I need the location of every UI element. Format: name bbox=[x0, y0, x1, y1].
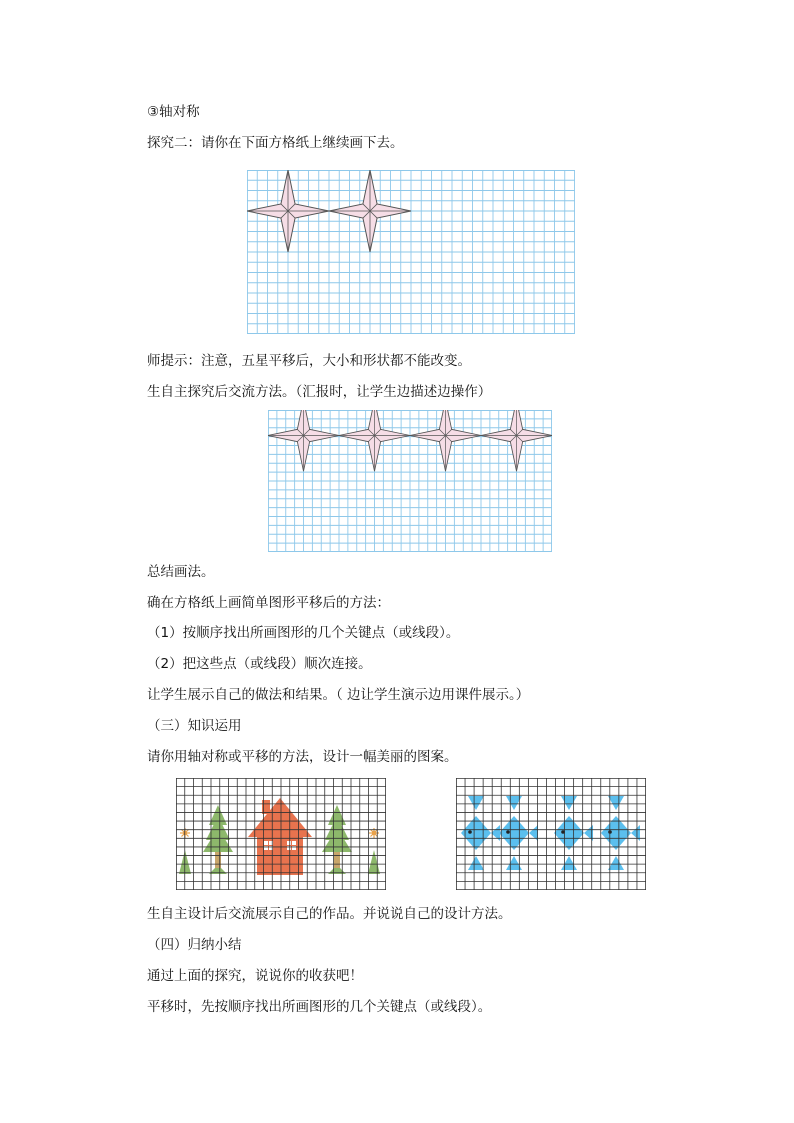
house-window-right bbox=[287, 841, 296, 850]
confirm-method: 确在方格纸上画简单图形平移后的方法： bbox=[147, 595, 390, 611]
student-show: 让学生展示自己的做法和结果。（ 边让学生演示边用课件展示。） bbox=[147, 687, 530, 703]
house-window-left bbox=[264, 841, 273, 850]
teacher-hint: 师提示：注意，五星平移后，大小和形状都不能改变。 bbox=[147, 353, 471, 369]
star-grid-svg bbox=[247, 170, 575, 334]
summary-method: 总结画法。 bbox=[147, 564, 215, 580]
star-grid-partial bbox=[247, 170, 575, 334]
star-grid-complete bbox=[268, 410, 552, 552]
heading-axis-symmetry: ③轴对称 bbox=[147, 104, 200, 120]
design-instruction: 请你用轴对称或平移的方法，设计一幅美丽的图案。 bbox=[147, 749, 458, 765]
house-pattern-svg bbox=[176, 778, 386, 890]
fish-triangle-pattern bbox=[456, 778, 646, 890]
student-exchange: 生自主探究后交流方法。（汇报时，让学生边描述边操作） bbox=[147, 384, 492, 400]
gains-question: 通过上面的探究，说说你的收获吧！ bbox=[147, 968, 363, 984]
step-one: （1）按顺序找出所画图形的几个关键点（或线段）。 bbox=[147, 625, 460, 641]
translate-note: 平移时，先按顺序找出所画图形的几个关键点（或线段）。 bbox=[147, 999, 492, 1015]
explore-two-instruction: 探究二：请你在下面方格纸上继续画下去。 bbox=[147, 135, 404, 151]
section-four-title: （四）归纳小结 bbox=[147, 937, 242, 953]
fish-pattern-svg bbox=[456, 778, 646, 890]
house-tree-pattern bbox=[176, 778, 386, 890]
design-exchange: 生自主设计后交流展示自己的作品。并说说自己的设计方法。 bbox=[147, 906, 512, 922]
star-grid-complete-svg bbox=[268, 410, 552, 552]
star-shape-2 bbox=[329, 170, 411, 252]
section-three-title: （三）知识运用 bbox=[147, 718, 242, 734]
star-shape-1 bbox=[247, 170, 329, 252]
step-two: （2）把这些点（或线段）顺次连接。 bbox=[147, 656, 372, 672]
